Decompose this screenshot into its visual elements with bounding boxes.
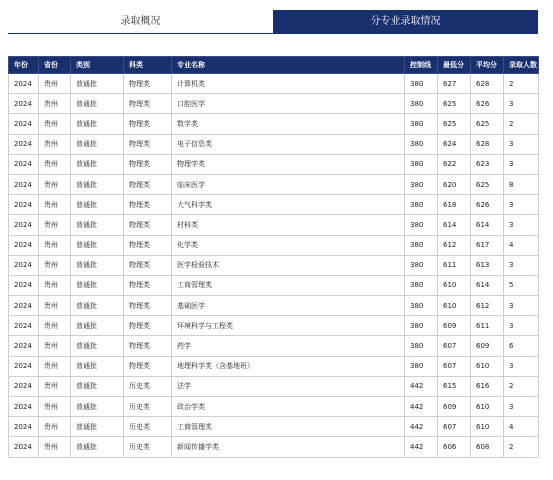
subject-type-cell: 物理类	[124, 114, 172, 134]
control-line-cell: 442	[405, 376, 438, 396]
min-score-cell: 607	[438, 356, 471, 376]
province-cell: 贵州	[39, 94, 71, 114]
major-name-cell: 口腔医学	[172, 94, 405, 114]
category-cell: 普通批	[71, 437, 124, 457]
major-name-cell: 临床医学	[172, 174, 405, 194]
table-body	[9, 74, 539, 458]
province-cell: 贵州	[39, 336, 71, 356]
category-cell: 普通批	[71, 174, 124, 194]
province-cell: 贵州	[39, 235, 71, 255]
category-cell: 普通批	[71, 356, 124, 376]
year-cell: 2024	[9, 94, 39, 114]
avg-score-cell: 613	[471, 255, 504, 275]
province-cell: 贵州	[39, 275, 71, 295]
major-name-cell: 基础医学	[172, 296, 405, 316]
min-score-cell: 625	[438, 94, 471, 114]
header-avg-score: 平均分	[471, 57, 504, 74]
subject-type-cell: 物理类	[124, 134, 172, 154]
admitted-count-cell: 2	[504, 74, 539, 94]
admitted-count-cell: 3	[504, 316, 539, 336]
major-name-cell: 计算机类	[172, 74, 405, 94]
subject-type-cell: 物理类	[124, 356, 172, 376]
category-cell: 普通批	[71, 275, 124, 295]
header-year: 年份	[9, 57, 39, 74]
category-cell: 普通批	[71, 296, 124, 316]
category-cell: 普通批	[71, 417, 124, 437]
category-cell: 普通批	[71, 397, 124, 417]
header-min-score: 最低分	[438, 57, 471, 74]
avg-score-cell: 625	[471, 114, 504, 134]
major-name-cell: 药学	[172, 336, 405, 356]
avg-score-cell: 614	[471, 275, 504, 295]
province-cell: 贵州	[39, 376, 71, 396]
year-cell: 2024	[9, 74, 39, 94]
tab-admission-by-major[interactable]: 分专业录取情况	[273, 10, 538, 34]
header-province: 省份	[39, 57, 71, 74]
year-cell: 2024	[9, 417, 39, 437]
min-score-cell: 622	[438, 154, 471, 174]
control-line-cell: 442	[405, 417, 438, 437]
admission-table	[8, 56, 539, 458]
min-score-cell: 615	[438, 376, 471, 396]
avg-score-cell: 616	[471, 376, 504, 396]
province-cell: 贵州	[39, 316, 71, 336]
major-name-cell: 工商管理类	[172, 275, 405, 295]
min-score-cell: 625	[438, 114, 471, 134]
admitted-count-cell: 3	[504, 397, 539, 417]
major-name-cell: 化学类	[172, 235, 405, 255]
category-cell: 普通批	[71, 336, 124, 356]
admitted-count-cell: 3	[504, 134, 539, 154]
category-cell: 普通批	[71, 215, 124, 235]
table-row	[9, 74, 539, 94]
admitted-count-cell: 3	[504, 255, 539, 275]
table-row	[9, 235, 539, 255]
subject-type-cell: 历史类	[124, 417, 172, 437]
category-cell: 普通批	[71, 74, 124, 94]
avg-score-cell: 614	[471, 215, 504, 235]
table-row	[9, 215, 539, 235]
avg-score-cell: 626	[471, 94, 504, 114]
major-name-cell: 大气科学类	[172, 195, 405, 215]
min-score-cell: 618	[438, 195, 471, 215]
min-score-cell: 607	[438, 417, 471, 437]
control-line-cell: 442	[405, 437, 438, 457]
avg-score-cell: 612	[471, 296, 504, 316]
subject-type-cell: 物理类	[124, 275, 172, 295]
min-score-cell: 610	[438, 275, 471, 295]
admitted-count-cell: 3	[504, 94, 539, 114]
major-name-cell: 医学检验技术	[172, 255, 405, 275]
control-line-cell: 442	[405, 397, 438, 417]
admitted-count-cell: 3	[504, 296, 539, 316]
year-cell: 2024	[9, 275, 39, 295]
min-score-cell: 614	[438, 215, 471, 235]
category-cell: 普通批	[71, 154, 124, 174]
year-cell: 2024	[9, 437, 39, 457]
province-cell: 贵州	[39, 437, 71, 457]
province-cell: 贵州	[39, 114, 71, 134]
year-cell: 2024	[9, 215, 39, 235]
province-cell: 贵州	[39, 154, 71, 174]
category-cell: 普通批	[71, 114, 124, 134]
table-row	[9, 134, 539, 154]
table-row	[9, 195, 539, 215]
table-row	[9, 94, 539, 114]
control-line-cell: 380	[405, 195, 438, 215]
control-line-cell: 380	[405, 134, 438, 154]
category-cell: 普通批	[71, 316, 124, 336]
admitted-count-cell: 2	[504, 376, 539, 396]
control-line-cell: 380	[405, 74, 438, 94]
control-line-cell: 380	[405, 174, 438, 194]
min-score-cell: 627	[438, 74, 471, 94]
category-cell: 普通批	[71, 94, 124, 114]
year-cell: 2024	[9, 376, 39, 396]
table-row	[9, 275, 539, 295]
subject-type-cell: 历史类	[124, 397, 172, 417]
admitted-count-cell: 2	[504, 437, 539, 457]
table-row	[9, 296, 539, 316]
year-cell: 2024	[9, 154, 39, 174]
avg-score-cell: 608	[471, 437, 504, 457]
table-row	[9, 174, 539, 194]
avg-score-cell: 626	[471, 195, 504, 215]
control-line-cell: 380	[405, 356, 438, 376]
control-line-cell: 380	[405, 255, 438, 275]
avg-score-cell: 623	[471, 154, 504, 174]
table-row	[9, 356, 539, 376]
major-name-cell: 法学	[172, 376, 405, 396]
table-row	[9, 397, 539, 417]
table-row	[9, 114, 539, 134]
year-cell: 2024	[9, 336, 39, 356]
admitted-count-cell: 6	[504, 336, 539, 356]
avg-score-cell: 611	[471, 316, 504, 336]
min-score-cell: 607	[438, 336, 471, 356]
major-name-cell: 地理科学类（含基地班）	[172, 356, 405, 376]
table-row	[9, 336, 539, 356]
year-cell: 2024	[9, 255, 39, 275]
subject-type-cell: 物理类	[124, 235, 172, 255]
subject-type-cell: 历史类	[124, 437, 172, 457]
major-name-cell: 电子信息类	[172, 134, 405, 154]
subject-type-cell: 物理类	[124, 316, 172, 336]
table-row	[9, 417, 539, 437]
table-row	[9, 437, 539, 457]
province-cell: 贵州	[39, 134, 71, 154]
control-line-cell: 380	[405, 114, 438, 134]
province-cell: 贵州	[39, 296, 71, 316]
subject-type-cell: 物理类	[124, 195, 172, 215]
province-cell: 贵州	[39, 417, 71, 437]
major-name-cell: 材料类	[172, 215, 405, 235]
tab-admission-overview[interactable]: 录取概况	[8, 10, 273, 34]
min-score-cell: 611	[438, 255, 471, 275]
admitted-count-cell: 3	[504, 356, 539, 376]
year-cell: 2024	[9, 114, 39, 134]
header-category: 类别	[71, 57, 124, 74]
major-name-cell: 政治学类	[172, 397, 405, 417]
min-score-cell: 609	[438, 316, 471, 336]
admitted-count-cell: 4	[504, 417, 539, 437]
subject-type-cell: 物理类	[124, 74, 172, 94]
year-cell: 2024	[9, 235, 39, 255]
year-cell: 2024	[9, 195, 39, 215]
control-line-cell: 380	[405, 296, 438, 316]
province-cell: 贵州	[39, 255, 71, 275]
major-name-cell: 数学类	[172, 114, 405, 134]
admitted-count-cell: 4	[504, 235, 539, 255]
admitted-count-cell: 5	[504, 275, 539, 295]
subject-type-cell: 物理类	[124, 154, 172, 174]
tab-bar	[8, 10, 538, 34]
header-major-name: 专业名称	[172, 57, 405, 74]
admitted-count-cell: 2	[504, 114, 539, 134]
control-line-cell: 380	[405, 316, 438, 336]
year-cell: 2024	[9, 316, 39, 336]
min-score-cell: 610	[438, 296, 471, 316]
subject-type-cell: 历史类	[124, 376, 172, 396]
category-cell: 普通批	[71, 376, 124, 396]
table-row	[9, 376, 539, 396]
province-cell: 贵州	[39, 195, 71, 215]
province-cell: 贵州	[39, 397, 71, 417]
year-cell: 2024	[9, 356, 39, 376]
table-header-row	[9, 57, 539, 74]
min-score-cell: 609	[438, 397, 471, 417]
province-cell: 贵州	[39, 174, 71, 194]
subject-type-cell: 物理类	[124, 296, 172, 316]
subject-type-cell: 物理类	[124, 336, 172, 356]
subject-type-cell: 物理类	[124, 215, 172, 235]
province-cell: 贵州	[39, 356, 71, 376]
year-cell: 2024	[9, 174, 39, 194]
province-cell: 贵州	[39, 215, 71, 235]
admitted-count-cell: 3	[504, 215, 539, 235]
avg-score-cell: 628	[471, 74, 504, 94]
control-line-cell: 380	[405, 275, 438, 295]
avg-score-cell: 628	[471, 134, 504, 154]
year-cell: 2024	[9, 397, 39, 417]
table-row	[9, 255, 539, 275]
category-cell: 普通批	[71, 235, 124, 255]
header-control-line: 控制线	[405, 57, 438, 74]
major-name-cell: 环境科学与工程类	[172, 316, 405, 336]
header-subject-type: 科类	[124, 57, 172, 74]
major-name-cell: 工商管理类	[172, 417, 405, 437]
table-row	[9, 154, 539, 174]
min-score-cell: 624	[438, 134, 471, 154]
province-cell: 贵州	[39, 74, 71, 94]
admitted-count-cell: 8	[504, 174, 539, 194]
avg-score-cell: 610	[471, 397, 504, 417]
subject-type-cell: 物理类	[124, 94, 172, 114]
control-line-cell: 380	[405, 94, 438, 114]
year-cell: 2024	[9, 134, 39, 154]
min-score-cell: 606	[438, 437, 471, 457]
control-line-cell: 380	[405, 154, 438, 174]
avg-score-cell: 609	[471, 336, 504, 356]
control-line-cell: 380	[405, 235, 438, 255]
category-cell: 普通批	[71, 195, 124, 215]
admitted-count-cell: 3	[504, 195, 539, 215]
admitted-count-cell: 3	[504, 154, 539, 174]
control-line-cell: 380	[405, 336, 438, 356]
year-cell: 2024	[9, 296, 39, 316]
avg-score-cell: 625	[471, 174, 504, 194]
category-cell: 普通批	[71, 134, 124, 154]
min-score-cell: 620	[438, 174, 471, 194]
major-name-cell: 新闻传播学类	[172, 437, 405, 457]
avg-score-cell: 610	[471, 417, 504, 437]
avg-score-cell: 617	[471, 235, 504, 255]
control-line-cell: 380	[405, 215, 438, 235]
table-row	[9, 316, 539, 336]
avg-score-cell: 610	[471, 356, 504, 376]
header-admitted-count: 录取人数	[504, 57, 539, 74]
subject-type-cell: 物理类	[124, 255, 172, 275]
min-score-cell: 612	[438, 235, 471, 255]
major-name-cell: 物理学类	[172, 154, 405, 174]
subject-type-cell: 物理类	[124, 174, 172, 194]
category-cell: 普通批	[71, 255, 124, 275]
